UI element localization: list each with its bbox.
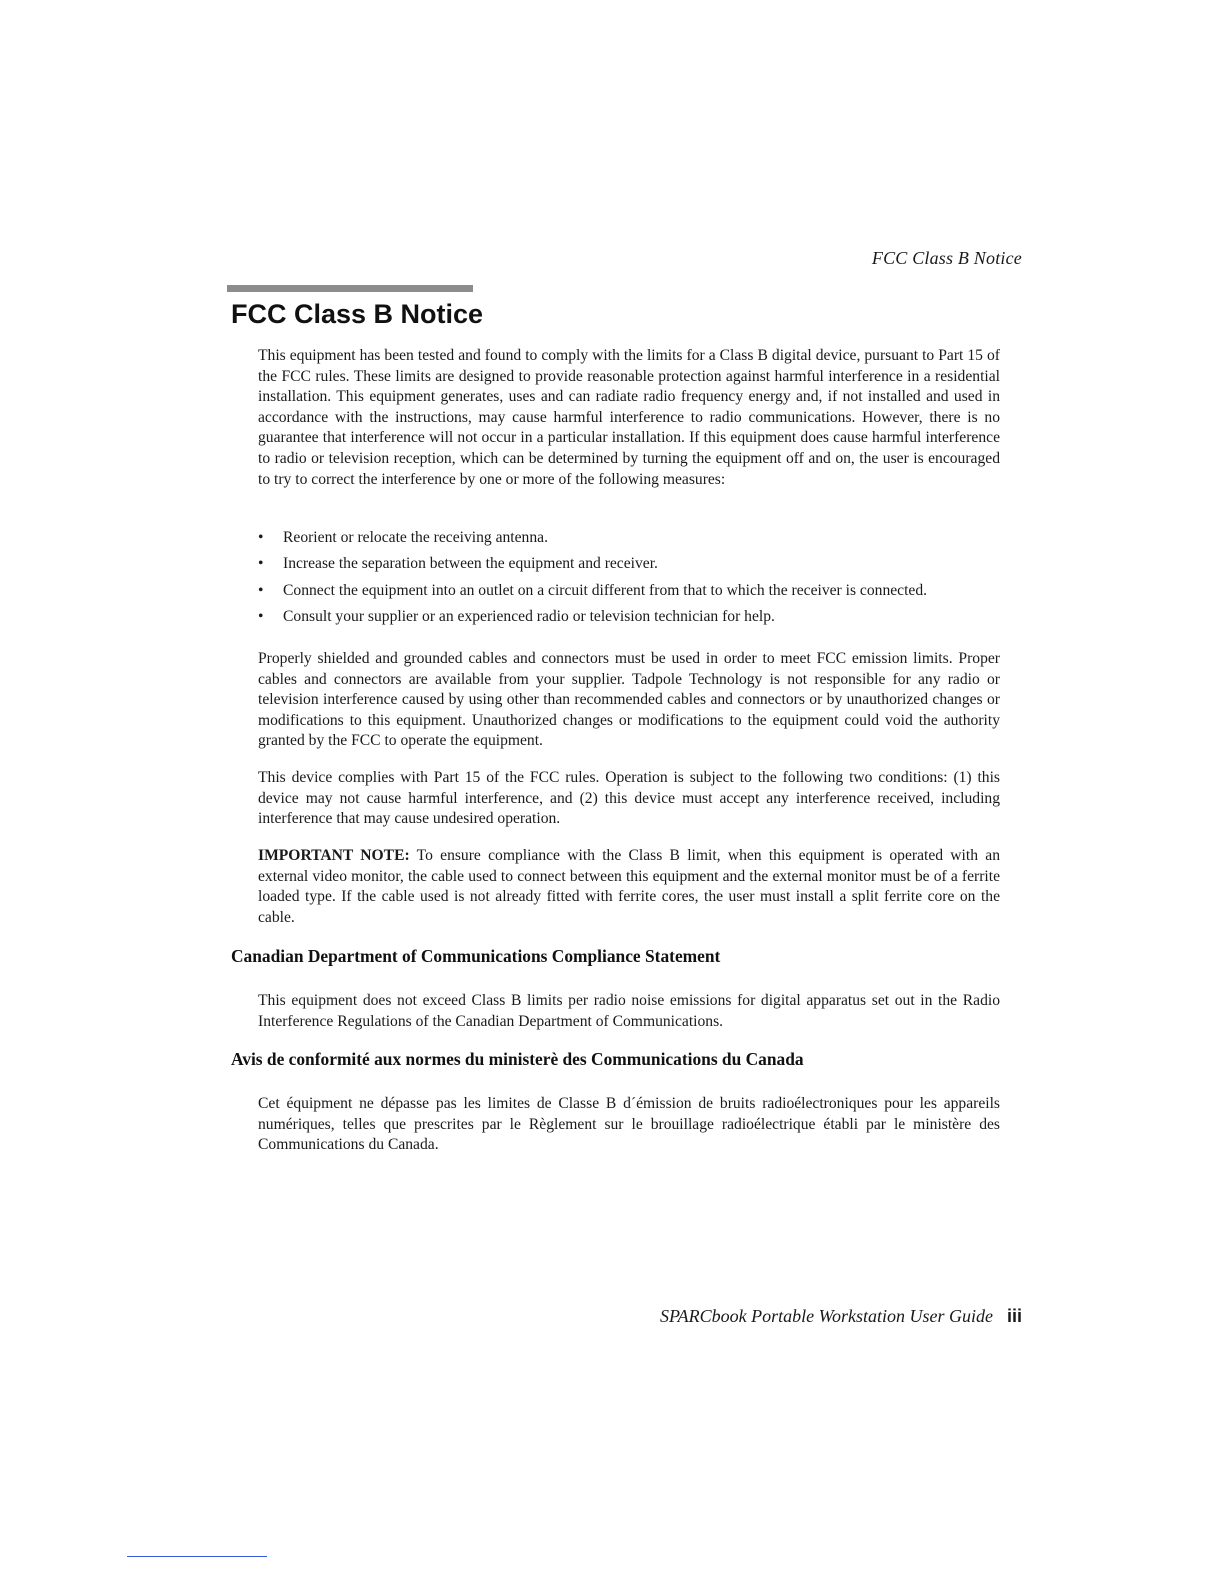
measure-text: Connect the equipment into an outlet on a circuit different from that to which the receiver is connected. <box>283 581 928 599</box>
important-note-label: IMPORTANT NOTE: <box>258 847 410 864</box>
canada-en-paragraph: This equipment does not exceed Class B limits per radio noise emissions for digital apparatus set out in the Radio Interference Regulations of the Canadian Department of Communications. <box>258 992 1000 1030</box>
canada-fr-paragraph: Cet équipment ne dépasse pas les limites de Classe B d´émission de bruits radioélectroniques pour les appareils numériques, telles que prescrites par le Règlement sur le brouillage radioélectrique établi par le ministère des Communications du Canada. <box>258 1095 1000 1154</box>
cables-paragraph: Properly shielded and grounded cables and connectors must be used in order to meet FCC emission limits. Proper cables and connectors are available from your supplier. Tadpole Technology is not responsible for any radio or television interference caused by using other than recommended cables and connectors or by unauthorized changes or modifications to this equipment. Unauthorized changes or modifications to the equipment could void the authority granted by the FCC to operate the equipment. <box>258 650 1000 750</box>
title-rule <box>227 285 473 292</box>
list-item <box>258 554 1000 580</box>
important-note-text: To ensure compliance with the Class B limit, when this equipment is operated with an external video monitor, the cable used to connect between this equipment and the external monitor must be of a ferrite loaded type. If the cable used is not already fitted with ferrite cores, the user must install a split ferrite core on the cable. <box>258 847 1000 926</box>
intro-paragraph: This equipment has been tested and found to comply with the limits for a Class B digital device, pursuant to Part 15 of the FCC rules. These limits are designed to provide reasonable protection against harmful interference in a residential installation. This equipment generates, uses and can radiate radio frequency energy and, if not installed and used in accordance with the instructions, may cause harmful interference to radio communications. However, there is no guarantee that interference will not occur in a particular installation. If this equipment does cause harmful interference to radio or television reception, which can be determined by turning the equipment off and on, the user is encouraged to try to correct the interference by one or more of the following measures: <box>258 347 1000 488</box>
page-title: FCC Class B Notice <box>231 299 484 329</box>
measure-text: Reorient or relocate the receiving antenna. <box>283 529 548 546</box>
canada-en-heading: Canadian Department of Communications Compliance Statement <box>231 946 721 966</box>
measures-list <box>258 528 1000 633</box>
important-note-paragraph <box>258 846 1000 928</box>
bullet-icon: • <box>258 607 264 625</box>
footer-guide-title: SPARCbook Portable Workstation User Guide <box>660 1306 993 1326</box>
list-item <box>258 607 1000 633</box>
page-footer <box>660 1306 1022 1327</box>
page-number: iii <box>1006 1306 1022 1326</box>
bullet-icon: • <box>258 529 264 546</box>
canada-fr-heading: Avis de conformité aux normes du ministerè des Communications du Canada <box>231 1049 804 1069</box>
bullet-icon: • <box>258 555 264 573</box>
list-item <box>258 528 1000 554</box>
list-item <box>258 581 1000 607</box>
measure-text: Consult your supplier or an experienced radio or television technician for help. <box>283 607 775 625</box>
compliance-paragraph: This device complies with Part 15 of the FCC rules. Operation is subject to the following two conditions: (1) this device may not cause harmful interference, and (2) this device must accept any interference received, including interference that may cause undesired operation. <box>258 769 1000 828</box>
bullet-icon: • <box>258 581 264 599</box>
running-header: FCC Class B Notice <box>871 248 1022 268</box>
measure-text: Increase the separation between the equipment and receiver. <box>283 555 658 573</box>
footnote-rule <box>127 1556 267 1557</box>
